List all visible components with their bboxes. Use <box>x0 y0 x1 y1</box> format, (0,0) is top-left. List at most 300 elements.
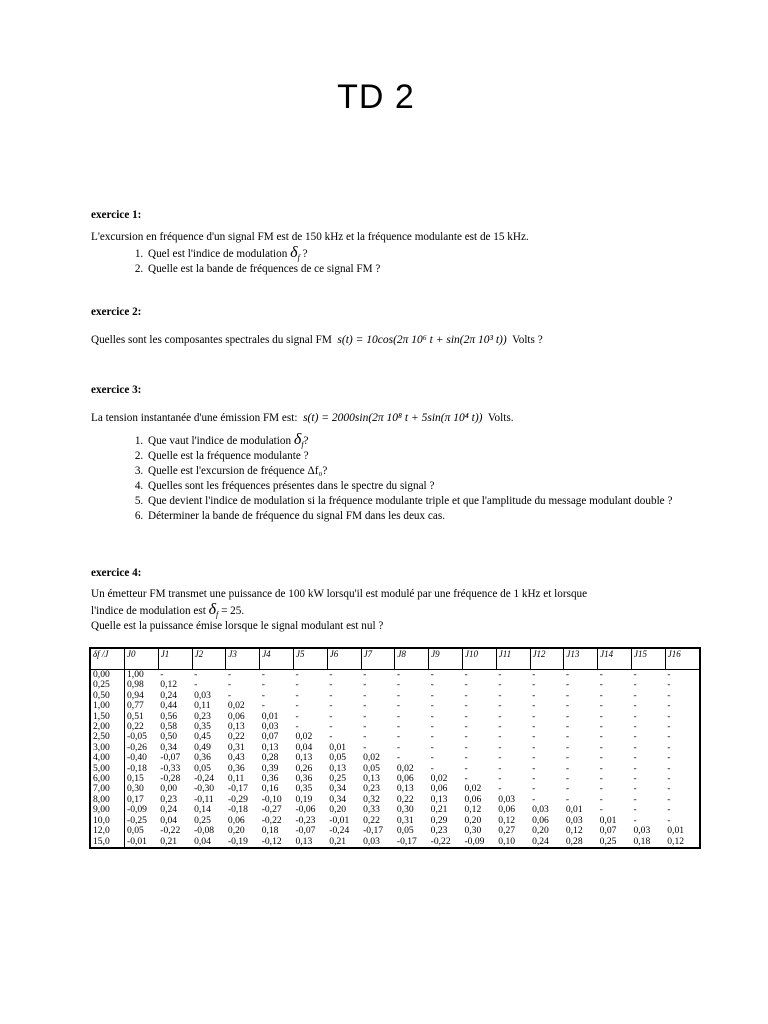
table-header-cell: J3 <box>226 648 260 670</box>
table-row <box>90 691 700 701</box>
table-cell: 0,34 <box>329 793 347 805</box>
table-row-index: 2,00 <box>90 722 125 732</box>
table-cell: - <box>396 741 401 753</box>
table-cell: - <box>363 721 367 733</box>
table-cell: -0,07 <box>160 752 181 764</box>
table-row <box>90 732 700 742</box>
table-cell: -0,24 <box>194 773 215 785</box>
table-cell: -0,09 <box>464 835 485 847</box>
table-cell: - <box>430 679 434 691</box>
table-cell: - <box>396 721 401 733</box>
table-cell: 0,12 <box>667 835 685 847</box>
table-cell: 0,04 <box>194 835 211 847</box>
table-cell: - <box>633 741 637 753</box>
table-cell: 0,36 <box>295 773 313 785</box>
table-cell: 0,20 <box>227 825 245 837</box>
table-row-index: 15,0 <box>90 837 125 848</box>
table-cell: - <box>532 731 536 743</box>
table-row-index: 1,00 <box>90 701 125 711</box>
table-cell: 0,06 <box>532 814 549 826</box>
table-cell: - <box>565 679 570 691</box>
table-cell: 0,27 <box>498 825 516 837</box>
q-text-post: = 25. <box>218 605 245 617</box>
q-text-post: ? <box>303 435 309 447</box>
table-cell: 0,36 <box>261 773 279 785</box>
table-cell: -0,05 <box>127 731 147 743</box>
table-header-cell: J6 <box>327 648 361 670</box>
exercise-3 <box>91 383 691 524</box>
table-cell: - <box>599 689 603 701</box>
table-cell: 0,17 <box>127 793 144 805</box>
table-row <box>90 764 700 774</box>
table-row <box>90 670 700 681</box>
exercise-2 <box>91 305 691 348</box>
table-cell: 0,13 <box>295 835 313 847</box>
table-cell: - <box>633 689 637 701</box>
table-cell: - <box>631 670 665 681</box>
table-cell: 0,01 <box>565 804 583 816</box>
exercise-3-question-6: 6. Déterminer la bande de fréquence du signal FM dans les deux cas. <box>146 509 691 524</box>
table-row-index: 2,50 <box>90 732 125 742</box>
table-cell: - <box>633 752 637 764</box>
table-header-cell: J1 <box>158 648 192 670</box>
table-cell: 0,03 <box>532 804 549 816</box>
exercise-3-text <box>91 411 691 426</box>
table-cell: - <box>430 741 434 753</box>
table-cell: - <box>599 773 603 785</box>
table-cell: - <box>327 670 361 681</box>
table-cell: - <box>532 783 536 795</box>
table-cell: 0,39 <box>261 762 279 774</box>
table-row <box>90 680 700 690</box>
delta-symbol: δ <box>293 431 302 448</box>
table-cell: - <box>498 700 502 712</box>
table-cell: - <box>293 670 327 681</box>
table-cell: 0,25 <box>599 835 617 847</box>
table-cell: -0,23 <box>295 814 316 826</box>
table-cell: - <box>363 679 367 691</box>
delta-symbol: δ <box>290 244 298 261</box>
table-cell: 0,77 <box>127 700 144 712</box>
exercise-3-question-5: 5. Que devient l'indice de modulation si la fréquence modulante triple et que l'amplitude du message modulant double ? <box>146 494 691 509</box>
table-cell: 0,06 <box>396 773 414 785</box>
table-row-index: 9,00 <box>90 805 125 815</box>
table-cell: 0,13 <box>227 721 245 733</box>
table-cell: - <box>498 762 502 774</box>
table-cell: - <box>329 679 333 691</box>
table-cell: 0,33 <box>363 804 380 816</box>
table-row-index: 12,0 <box>90 826 125 836</box>
table-cell: 0,11 <box>227 773 245 785</box>
table-cell: 0,94 <box>127 689 144 701</box>
table-cell: - <box>295 710 299 722</box>
table-cell: 0,13 <box>363 773 380 785</box>
table-cell: - <box>396 700 401 712</box>
table-row-index: 8,00 <box>90 795 125 805</box>
table-cell: 0,43 <box>227 752 245 764</box>
table-cell: -0,07 <box>295 825 316 837</box>
exercise-2-text <box>91 333 691 348</box>
table-cell: 0,00 <box>160 783 178 795</box>
table-cell: 0,07 <box>599 825 617 837</box>
table-cell: - <box>667 752 671 764</box>
table-cell: 0,21 <box>329 835 347 847</box>
table-cell: -0,18 <box>227 804 248 816</box>
exercise-3-unit: Volts. <box>487 412 514 424</box>
table-cell: - <box>295 700 299 712</box>
table-cell: 0,12 <box>498 814 516 826</box>
table-cell: - <box>532 700 536 712</box>
table-cell: 0,25 <box>194 814 211 826</box>
table-header-row <box>90 648 700 670</box>
table-cell: - <box>633 762 637 774</box>
table-cell: - <box>532 752 536 764</box>
table-cell: - <box>363 700 367 712</box>
table-cell: 0,32 <box>363 793 380 805</box>
table-cell: 0,36 <box>227 762 245 774</box>
table-cell: - <box>599 752 603 764</box>
table-cell: - <box>498 689 502 701</box>
table-cell: 0,31 <box>227 741 245 753</box>
table-cell: 0,30 <box>127 783 144 795</box>
table-cell: - <box>464 689 468 701</box>
table-cell: - <box>532 721 536 733</box>
table-cell: - <box>329 689 333 701</box>
table-cell: 0,05 <box>194 762 211 774</box>
table-cell: 0,12 <box>464 804 482 816</box>
table-cell: - <box>192 670 226 681</box>
table-body <box>90 670 700 848</box>
table-row <box>90 837 700 848</box>
table-cell: - <box>667 804 671 816</box>
q-text: Que vaut l'indice de modulation <box>148 435 292 447</box>
table-cell: 0,02 <box>430 773 448 785</box>
table-cell: 0,34 <box>160 741 178 753</box>
table-cell: 0,12 <box>565 825 583 837</box>
table-cell: - <box>464 762 468 774</box>
exercise-4-text-3: Quelle est la puissance émise lorsque le signal modulant est nul ? <box>91 620 384 632</box>
table-header-cell: J0 <box>125 648 159 670</box>
table-cell: - <box>667 762 671 774</box>
table-cell: 0,01 <box>261 710 279 722</box>
table-cell: 0,29 <box>430 814 448 826</box>
exercise-3-statement: La tension instantanée d'une émission FM est: <box>91 412 298 424</box>
table-row-index: 0,00 <box>90 670 125 681</box>
table-cell: -0,27 <box>261 804 282 816</box>
table-cell: 0,23 <box>194 710 211 722</box>
table-cell: 0,03 <box>565 814 583 826</box>
table-cell: 0,22 <box>363 814 380 826</box>
table-cell: - <box>430 689 434 701</box>
table-cell: - <box>261 679 265 691</box>
table-cell: - <box>564 670 598 681</box>
table-cell: - <box>329 731 333 743</box>
table-cell: 0,13 <box>396 783 414 795</box>
exercise-1-question-1 <box>146 245 691 262</box>
table-cell: - <box>396 710 401 722</box>
delta-symbol: δ <box>208 601 217 618</box>
table-cell: 0,25 <box>329 773 347 785</box>
table-cell: - <box>498 741 502 753</box>
exercise-2-statement: Quelles sont les composantes spectrales du signal FM <box>91 334 332 346</box>
table-header-cell: J13 <box>564 648 598 670</box>
table-cell: 0,11 <box>194 700 211 712</box>
table-cell: - <box>532 679 536 691</box>
table-cell: -0,01 <box>127 835 147 847</box>
table-cell: - <box>498 710 502 722</box>
table-cell: -0,10 <box>261 793 282 805</box>
table-cell: 0,13 <box>261 741 279 753</box>
table-cell: 0,04 <box>295 741 313 753</box>
table-cell: - <box>565 741 570 753</box>
table-cell: - <box>667 721 671 733</box>
exercise-3-question-4: 4. Quelles sont les fréquences présentes dans le spectre du signal ? <box>146 479 691 494</box>
table-header-cell: J15 <box>631 648 665 670</box>
table-cell: - <box>464 731 468 743</box>
table-cell: 0,22 <box>127 721 144 733</box>
table-cell: 0,02 <box>396 762 414 774</box>
table-header-cell: J11 <box>496 648 530 670</box>
table-cell: - <box>532 793 536 805</box>
exercise-1-question-2: 2. Quelle est la bande de fréquences de ce signal FM ? <box>146 262 691 277</box>
table-row-index: 7,00 <box>90 784 125 794</box>
table-cell: - <box>532 773 536 785</box>
table-row <box>90 722 700 732</box>
exercise-1 <box>91 208 691 277</box>
table-cell: -0,25 <box>127 814 147 826</box>
table-cell: -0,18 <box>127 762 147 774</box>
table-cell: - <box>464 710 468 722</box>
table-cell: - <box>361 670 395 681</box>
table-cell: - <box>633 793 637 805</box>
table-cell: - <box>498 783 502 795</box>
table-cell: 0,44 <box>160 700 178 712</box>
table-cell: 0,34 <box>329 783 347 795</box>
table-cell: 0,22 <box>227 731 245 743</box>
table-cell: - <box>665 670 699 681</box>
table-cell: - <box>498 731 502 743</box>
table-cell: - <box>295 679 299 691</box>
exercise-2-formula: s(t) = 10cos(2π 10⁶ t + sin(2π 10³ t)) <box>337 334 507 346</box>
table-cell: 0,51 <box>127 710 144 722</box>
exercise-3-question-3: 3. Quelle est l'excursion de fréquence Δf₀? <box>146 464 691 479</box>
table-cell: - <box>667 689 671 701</box>
table-cell: 0,23 <box>363 783 380 795</box>
table-cell: 0,01 <box>599 814 617 826</box>
table-cell: - <box>227 689 232 701</box>
table-cell: 0,24 <box>160 689 178 701</box>
table-cell: 0,03 <box>261 721 279 733</box>
table-cell: - <box>667 814 671 826</box>
table-header-cell: J14 <box>598 648 632 670</box>
table-cell: 0,03 <box>498 793 516 805</box>
table-cell: 0,50 <box>160 731 178 743</box>
table-cell: - <box>667 679 671 691</box>
table-cell: - <box>498 679 502 691</box>
table-cell: - <box>633 710 637 722</box>
exercise-4-text-1: Un émetteur FM transmet une puissance de 100 kW lorsqu'il est modulé par une fréquence de 1 kHz et lorsque <box>91 588 588 600</box>
table-cell: - <box>329 721 333 733</box>
table-cell: 0,06 <box>227 710 245 722</box>
table-cell: - <box>565 752 570 764</box>
table-header-cell: J8 <box>395 648 429 670</box>
table-corner-header: δf /J <box>90 648 125 670</box>
table-cell: 0,28 <box>261 752 279 764</box>
table-cell: 0,30 <box>464 825 482 837</box>
delta-subscript: f <box>216 610 219 620</box>
table-cell: 0,03 <box>633 825 651 837</box>
table-cell: - <box>429 670 463 681</box>
table-cell: 0,49 <box>194 741 211 753</box>
table-cell: -0,22 <box>430 835 451 847</box>
table-cell: 0,20 <box>329 804 347 816</box>
exercise-3-heading: exercice 3: <box>91 384 142 396</box>
table-cell: -0,22 <box>160 825 181 837</box>
table-cell: - <box>565 762 570 774</box>
table-cell: -0,33 <box>160 762 181 774</box>
table-row-index: 4,00 <box>90 753 125 763</box>
table-row <box>90 712 700 722</box>
table-cell: - <box>599 731 603 743</box>
table-header-cell: J9 <box>429 648 463 670</box>
table-row-index: 1,50 <box>90 712 125 722</box>
table-cell: 0,20 <box>464 814 482 826</box>
table-cell: - <box>633 721 637 733</box>
table-cell: 0,13 <box>295 752 313 764</box>
table-cell: 0,02 <box>363 752 380 764</box>
table-cell: - <box>633 679 637 691</box>
table-cell: -0,09 <box>127 804 147 816</box>
table-cell: - <box>599 762 603 774</box>
table-header-cell: J12 <box>530 648 564 670</box>
table-cell: - <box>260 670 294 681</box>
table-row <box>90 774 700 784</box>
delta-subscript: f <box>297 253 300 263</box>
table-cell: -0,26 <box>127 741 147 753</box>
table-cell: - <box>226 670 260 681</box>
exercise-3-formula: s(t) = 2000sin(2π 10⁸ t + 5sin(π 10⁴ t)) <box>303 412 483 424</box>
table-cell: - <box>430 752 434 764</box>
delta-subscript: f <box>301 440 304 450</box>
table-cell: - <box>395 670 429 681</box>
table-cell: - <box>565 793 570 805</box>
table-cell: - <box>633 814 637 826</box>
table-cell: 0,30 <box>396 804 414 816</box>
table-cell: 0,18 <box>261 825 279 837</box>
table-cell: - <box>158 670 192 681</box>
table-cell: 0,24 <box>160 804 178 816</box>
table-cell: 0,02 <box>227 700 245 712</box>
table-cell: 0,03 <box>194 689 211 701</box>
table-cell: 0,58 <box>160 721 178 733</box>
table-row <box>90 753 700 763</box>
table-cell: 0,21 <box>160 835 178 847</box>
table-cell: - <box>464 700 468 712</box>
q-text-post: ? <box>299 248 308 260</box>
table-cell: -0,29 <box>227 793 248 805</box>
table-cell: 0,10 <box>498 835 516 847</box>
table-cell: 0,05 <box>363 762 380 774</box>
table-cell: - <box>599 721 603 733</box>
table-cell: 0,05 <box>329 752 347 764</box>
table-cell: - <box>396 752 401 764</box>
table-cell: - <box>598 670 632 681</box>
table-cell: - <box>329 710 333 722</box>
exercise-1-text: L'excursion en fréquence d'un signal FM est de 150 kHz et la fréquence modulante est de 15 kHz. <box>91 231 529 243</box>
table-cell: - <box>532 762 536 774</box>
table-header-cell: J5 <box>293 648 327 670</box>
table-header-cell: J7 <box>361 648 395 670</box>
table-cell: - <box>498 721 502 733</box>
table-cell: - <box>633 731 637 743</box>
table-cell: - <box>464 752 468 764</box>
table-cell: -0,01 <box>329 814 350 826</box>
table-cell: 0,98 <box>127 679 144 691</box>
table-cell: 0,16 <box>261 783 279 795</box>
table-row-index: 3,00 <box>90 743 125 753</box>
table-cell: 0,35 <box>194 721 211 733</box>
table-cell: -0,24 <box>329 825 350 837</box>
table-cell: - <box>464 773 468 785</box>
table-cell: 0,06 <box>430 783 448 795</box>
table-cell: - <box>599 679 603 691</box>
table-cell: - <box>430 700 434 712</box>
table-header-cell: J10 <box>462 648 496 670</box>
exercise-1-heading: exercice 1: <box>91 209 142 221</box>
table-cell: - <box>329 700 333 712</box>
table-cell: 0,22 <box>396 793 414 805</box>
table-cell: - <box>667 793 671 805</box>
table-cell: - <box>633 783 637 795</box>
table-cell: - <box>565 721 570 733</box>
table-cell: 0,12 <box>160 679 178 691</box>
table-row <box>90 826 700 836</box>
table-cell: 0,04 <box>160 814 178 826</box>
table-cell: - <box>667 783 671 795</box>
bessel-table <box>89 647 701 849</box>
table-cell: - <box>430 721 434 733</box>
table-cell: - <box>667 731 671 743</box>
table-cell: - <box>599 710 603 722</box>
table-cell: - <box>599 804 603 816</box>
table-cell: -0,40 <box>127 752 147 764</box>
table-cell: 0,36 <box>194 752 211 764</box>
table-row <box>90 784 700 794</box>
table-cell: - <box>667 710 671 722</box>
table-cell: 0,26 <box>295 762 313 774</box>
table-cell: 0,18 <box>633 835 651 847</box>
table-header-cell: J16 <box>665 648 699 670</box>
table-cell: - <box>430 710 434 722</box>
table-cell: - <box>295 721 299 733</box>
table-cell: 0,13 <box>329 762 347 774</box>
table-cell: 0,07 <box>261 731 279 743</box>
table-row-index: 5,00 <box>90 764 125 774</box>
table-cell: 0,03 <box>363 835 380 847</box>
table-cell: - <box>633 773 637 785</box>
table-cell: - <box>194 679 198 691</box>
table-cell: 0,06 <box>464 793 482 805</box>
table-cell: 0,20 <box>532 825 549 837</box>
table-cell: 0,24 <box>532 835 549 847</box>
table-cell: -0,19 <box>227 835 248 847</box>
table-cell: 0,23 <box>160 793 178 805</box>
exercise-2-heading: exercice 2: <box>91 306 142 318</box>
table-cell: - <box>227 679 232 691</box>
table-cell: - <box>430 731 434 743</box>
table-cell: 0,01 <box>667 825 685 837</box>
table-cell: - <box>565 710 570 722</box>
